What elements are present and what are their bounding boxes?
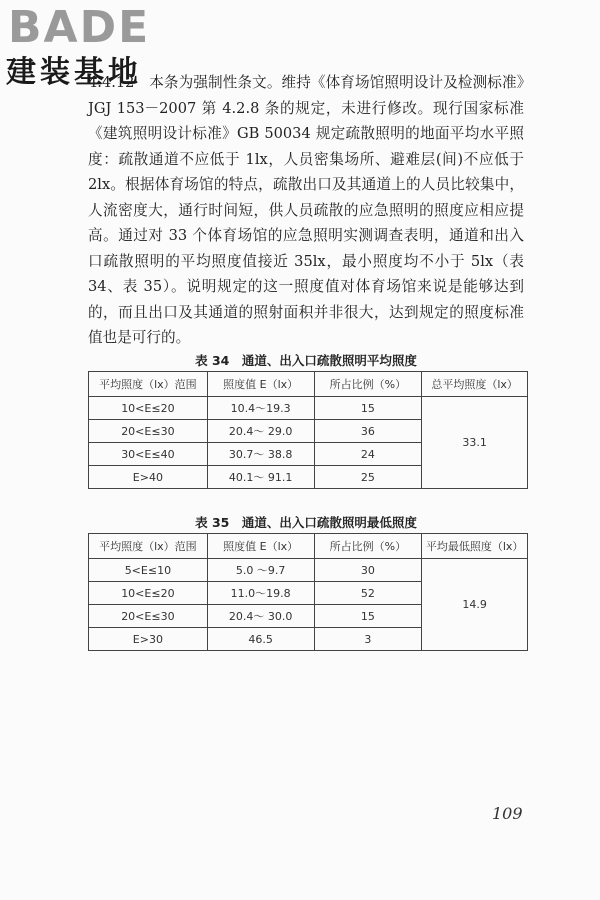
table-35-header-value: 照度值 E（lx） xyxy=(207,534,314,559)
value-cell: 20.4～ 29.0 xyxy=(207,420,314,443)
table-row xyxy=(89,397,528,420)
body-paragraph xyxy=(88,70,524,351)
table-35 xyxy=(88,533,528,651)
table-35-header-min: 平均最低照度（lx） xyxy=(422,534,528,559)
average-minimum-cell: 14.9 xyxy=(422,559,528,651)
table-34-header-ratio: 所占比例（%） xyxy=(314,372,422,397)
value-cell: 11.0～19.8 xyxy=(207,582,314,605)
table-35-caption: 表 35 通道、出入口疏散照明最低照度 xyxy=(195,515,417,530)
table-35-header-range: 平均照度（lx）范围 xyxy=(89,534,208,559)
table-35-header-ratio: 所占比例（%） xyxy=(314,534,422,559)
table-34-caption: 表 34 通道、出入口疏散照明平均照度 xyxy=(195,353,417,368)
range-cell: 10<E≤20 xyxy=(89,397,208,420)
value-cell: 10.4～19.3 xyxy=(207,397,314,420)
table-34-header-total: 总平均照度（lx） xyxy=(422,372,528,397)
table-row xyxy=(89,559,528,582)
ratio-cell: 15 xyxy=(314,605,422,628)
range-cell: 30<E≤40 xyxy=(89,443,208,466)
value-cell: 5.0 ～9.7 xyxy=(207,559,314,582)
value-cell: 30.7～ 38.8 xyxy=(207,443,314,466)
ratio-cell: 15 xyxy=(314,397,422,420)
range-cell: E>30 xyxy=(89,628,208,651)
range-cell: 20<E≤30 xyxy=(89,420,208,443)
table-34-header-value: 照度值 E（lx） xyxy=(207,372,314,397)
ratio-cell: 24 xyxy=(314,443,422,466)
total-average-cell: 33.1 xyxy=(422,397,528,489)
ratio-cell: 52 xyxy=(314,582,422,605)
ratio-cell: 25 xyxy=(314,466,422,489)
logo-text-cn: 建装基地 xyxy=(6,55,142,90)
paragraph-text: 4.4.12 本条为强制性条文。维持《体育场馆照明设计及检测标准》JGJ 153－2007 第 4.2.8 条的规定，未进行修改。现行国家标准《建筑照明设计标准》GB 50034 规定疏散照明的地面平均水平照度：疏散通道不应低于 1lx，人员密集场所、避难层(间)不应低于 2lx。根据体育场馆的特点，疏散出口及其通道上的人员比较集中，人流密度大，通行时间短，供人员疏散的应急照明的照度应相应提高。通过对 33 个体育场馆的应急照明实测调查表明，通道和出入口疏散照明的平均照度值接近 35lx，最小照度均不小于 5lx（表 34、表 35）。说明规定的这一照度值对体育场馆来说是能够达到的，而且出口及其通道的照射面积并非很大，达到规定的照度标准值也是可行的。 xyxy=(88,74,524,346)
value-cell: 46.5 xyxy=(207,628,314,651)
ratio-cell: 30 xyxy=(314,559,422,582)
range-cell: 10<E≤20 xyxy=(89,582,208,605)
value-cell: 40.1～ 91.1 xyxy=(207,466,314,489)
range-cell: 20<E≤30 xyxy=(89,605,208,628)
ratio-cell: 3 xyxy=(314,628,422,651)
value-cell: 20.4～ 30.0 xyxy=(207,605,314,628)
range-cell: 5<E≤10 xyxy=(89,559,208,582)
table-34 xyxy=(88,371,528,489)
table-34-header-range: 平均照度（lx）范围 xyxy=(89,372,208,397)
logo-text-en: BADE xyxy=(8,2,151,53)
ratio-cell: 36 xyxy=(314,420,422,443)
range-cell: E>40 xyxy=(89,466,208,489)
page-number: 109 xyxy=(492,804,523,823)
